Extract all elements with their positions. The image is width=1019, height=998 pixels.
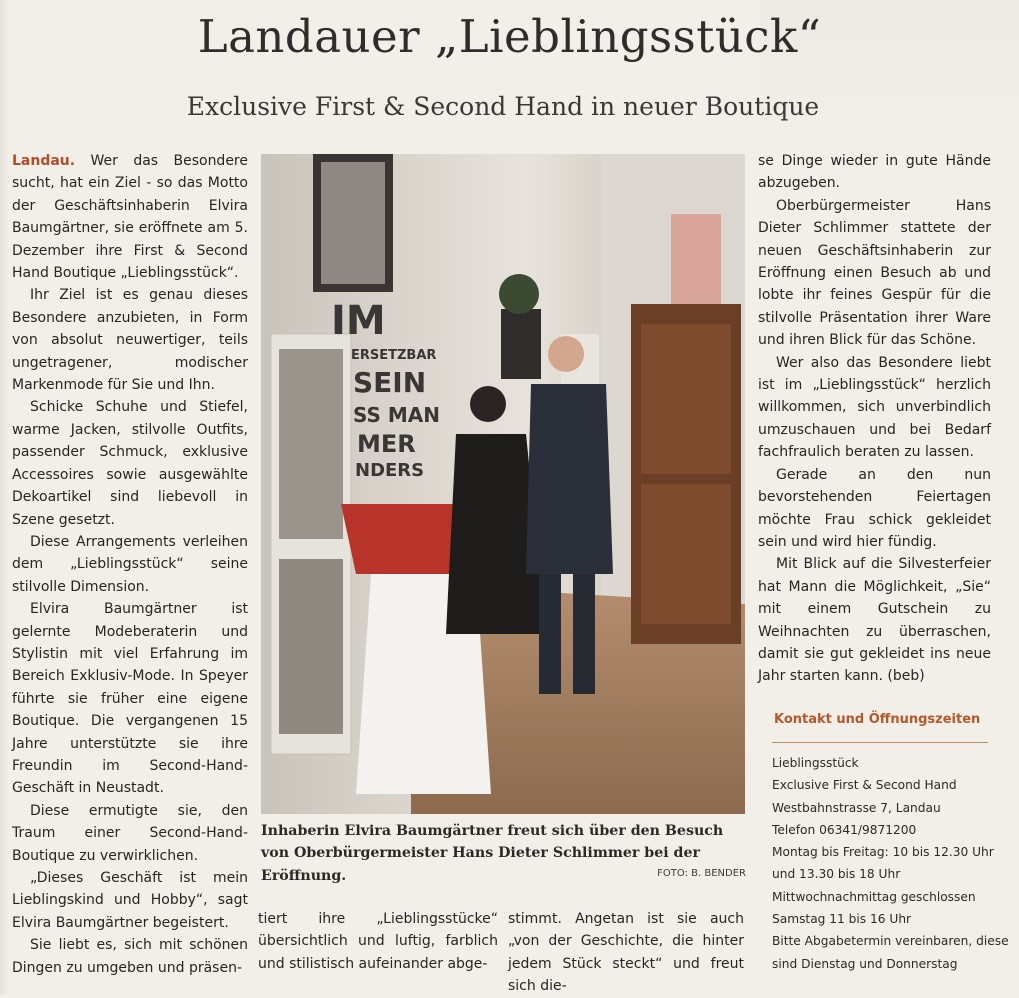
infobox-title: Kontakt und Öffnungszeiten [774, 712, 981, 727]
infobox-line: Samstag 11 bis 16 Uhr [772, 912, 912, 927]
infobox-line: Westbahnstrasse 7, Landau [772, 800, 941, 815]
paragraph: Sie liebt es, sich mit schönen Dingen zu umgeben und präsen- [12, 937, 248, 976]
photo-credit: FOTO: B. BENDER [657, 868, 746, 879]
wall-lettering: NDERS [355, 460, 425, 481]
infobox-divider [772, 742, 988, 743]
paragraph-text: Wer das Besondere sucht, hat ein Ziel - so das Motto der Geschäftsinhaberin Elvira Baumgärtner, sie eröffnete am 5. Dezember ihre First & Second Hand Boutique „Lieblingsstück“. [12, 153, 248, 282]
photo-caption: Inhaberin Elvira Baumgärtner freut sich über den Besuch von Oberbürgermeister Hans Dieter Schlimmer bei der Eröffnung. [261, 823, 724, 884]
article-column-1 [12, 150, 248, 979]
infobox-line: und 13.30 bis 18 Uhr [772, 867, 901, 882]
infobox-line: sind Dienstag und Donnerstag [772, 956, 958, 971]
adjacent-page-edge [0, 0, 8, 995]
article-photo [261, 154, 745, 814]
paragraph: Ihr Ziel ist es genau dieses Besondere anzubieten, in Form von absolut neuwertiger, teils ungetragener, modischer Markenmode für Sie und Ihn. [12, 287, 248, 394]
infobox-line: Exclusive First & Second Hand [772, 778, 957, 793]
paragraph: Diese ermutigte sie, den Traum einer Second-Hand-Boutique zu verwirklichen. [12, 802, 248, 864]
dateline: Landau. [12, 153, 76, 169]
article-continuation-1: tiert ihre „Lieblingsstücke“ übersichtlich und luftig, farblich und stilistisch aufeinander abge- [258, 911, 498, 972]
wall-lettering: IM [331, 298, 386, 344]
paragraph: Elvira Baumgärtner ist gelernte Modeberaterin und Stylistin mit viel Erfahrung im Bereich Exklusiv-Mode. In Speyer führte sie früher eine eigene Boutique. Die vergangenen 15 Jahre unterstützte sie ihre Freundin im Second-Hand-Geschäft in Neustadt. [12, 601, 248, 797]
article-continuation-2: stimmt. Angetan ist sie auch „von der Geschichte, die hinter jedem Stück steckt“ und freut sich die- [508, 911, 744, 995]
paragraph: Gerade an den nun bevorstehenden Feiertagen möchte Frau schick gekleidet sein und wird hier fündig. [758, 466, 991, 550]
paragraph: Wer also das Besondere liebt ist im „Lieblingsstück“ herzlich willkommen, sich unverbindlich umzuschauen und bei Bedarf fachfraulich beraten zu lassen. [758, 354, 991, 461]
paragraph: Schicke Schuhe und Stiefel, warme Jacken, stilvolle Outfits, passender Schmuck, exklusive Accessoires sowie ausgewählte Dekoartikel sind liebevoll in Szene gesetzt. [12, 399, 248, 528]
wall-lettering: MER [357, 430, 416, 458]
infobox-line: Telefon 06341/9871200 [772, 822, 917, 837]
paragraph: se Dinge wieder in gute Hände abzugeben. [758, 153, 991, 192]
wall-lettering: ERSETZBAR [351, 348, 437, 363]
infobox-line: Lieblingsstück [772, 756, 859, 770]
paragraph: „Dieses Geschäft ist mein Lieblingskind und Hobby“, sagt Elvira Baumgärtner begeistert. [12, 870, 248, 931]
article-subheadline: Exclusive First & Second Hand in neuer Boutique [186, 92, 820, 121]
article-column-3 [758, 150, 991, 688]
article-headline: Landauer „Lieblingsstück“ [197, 10, 822, 63]
boutique-photo-illustration [261, 154, 745, 814]
paragraph [12, 150, 248, 284]
infobox-line: Mittwochnachmittag geschlossen [772, 889, 976, 904]
paragraph: Mit Blick auf die Silvesterfeier hat Mann die Möglichkeit, „Sie“ mit einem Gutschein zu Weihnachten zu überraschen, damit sie gut gekleidet ins neue Jahr starten kann. (beb) [758, 556, 991, 685]
paragraph: Oberbürgermeister Hans Dieter Schlimmer stattete der neuen Geschäftsinhaberin zur Eröffnung einen Besuch ab und lobte ihr feines Gespür für die stilvolle Präsentation ihrer Ware und ihren Blick für das Schöne. [758, 197, 991, 349]
infobox [772, 752, 1009, 975]
wall-lettering: SEIN [353, 366, 427, 399]
paragraph: Diese Arrangements verleihen dem „Lieblingsstück“ seine stilvolle Dimension. [12, 533, 248, 595]
wall-lettering: SS MAN [353, 403, 440, 427]
infobox-line: Montag bis Freitag: 10 bis 12.30 Uhr [772, 845, 994, 860]
infobox-line: Bitte Abgabetermin vereinbaren, diese [772, 934, 1009, 949]
